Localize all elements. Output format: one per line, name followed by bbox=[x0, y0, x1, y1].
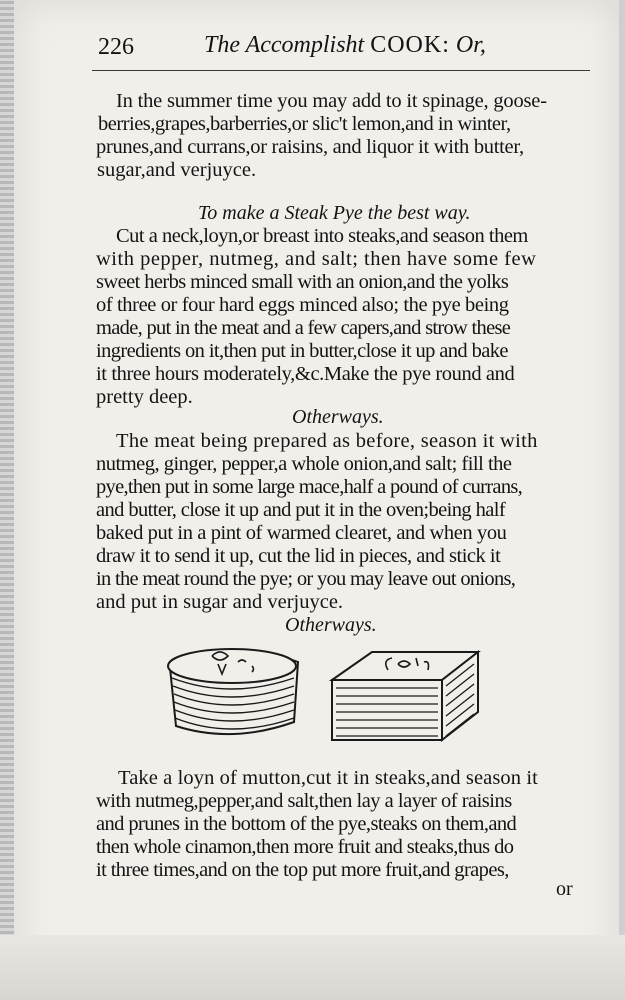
book-edge-bottom bbox=[0, 935, 625, 1000]
recipe-line: pretty deep. bbox=[96, 386, 193, 408]
otherways-line: The meat being prepared as before, season it with bbox=[116, 430, 538, 452]
otherways-heading: Otherways. bbox=[285, 614, 377, 636]
pie-illustrations bbox=[160, 640, 490, 750]
otherways-line: pye,then put in some large mace,half a pound of currans, bbox=[96, 476, 523, 498]
running-title-italic: The Accomplisht bbox=[204, 32, 365, 58]
otherways2-line: and prunes in the bottom of the pye,steaks on them,and bbox=[96, 813, 517, 835]
running-title-caps: COOK: bbox=[370, 32, 450, 58]
recipe-line: ingredients on it,then put in butter,close it up and bake bbox=[96, 340, 508, 362]
page-number: 226 bbox=[98, 34, 134, 60]
round-pie-illustration bbox=[168, 649, 298, 734]
recipe-line: with pepper, nutmeg, and salt; then have some few bbox=[96, 248, 537, 270]
running-title-after: Or, bbox=[455, 32, 486, 58]
otherways2-line: Take a loyn of mutton,cut it in steaks,and season it bbox=[118, 767, 538, 789]
recipe-heading: To make a Steak Pye the best way. bbox=[198, 202, 471, 224]
otherways-line: and put in sugar and verjuyce. bbox=[96, 591, 344, 613]
intro-line: prunes,and currans,or raisins, and liquor it with butter, bbox=[96, 136, 524, 158]
running-title bbox=[204, 32, 486, 59]
recipe-line: it three hours moderately,&c.Make the pye round and bbox=[96, 363, 515, 385]
intro-line: In the summer time you may add to it spinage, goose- bbox=[116, 90, 547, 112]
intro-line: sugar,and verjuyce. bbox=[97, 159, 257, 181]
recipe-line: made, put in the meat and a few capers,and strow these bbox=[96, 317, 511, 339]
recipe-line: sweet herbs minced small with an onion,and the yolks bbox=[96, 271, 509, 293]
otherways2-line: then whole cinamon,then more fruit and steaks,thus do bbox=[96, 836, 514, 858]
otherways-line: baked put in a pint of warmed clearet, and when you bbox=[96, 522, 507, 544]
recipe-line: Cut a neck,loyn,or breast into steaks,and season them bbox=[116, 225, 528, 247]
running-header bbox=[86, 30, 596, 70]
otherways-heading: Otherways. bbox=[292, 406, 384, 428]
recipe-line: of three or four hard eggs minced also; the pye being bbox=[96, 294, 509, 316]
header-rule bbox=[92, 70, 590, 71]
intro-line: berries,grapes,barberries,or slic't lemon,and in winter, bbox=[98, 113, 511, 135]
otherways-line: and butter, close it up and put it in the oven;being half bbox=[96, 499, 506, 521]
otherways-line: draw it to send it up, cut the lid in pieces, and stick it bbox=[96, 545, 501, 567]
otherways2-line: with nutmeg,pepper,and salt,then lay a layer of raisins bbox=[96, 790, 512, 812]
square-pie-illustration bbox=[332, 652, 478, 740]
otherways2-line: it three times,and on the top put more fruit,and grapes, bbox=[96, 859, 509, 881]
otherways-line: nutmeg, ginger, pepper,a whole onion,and salt; fill the bbox=[96, 453, 512, 475]
otherways-line: in the meat round the pye; or you may leave out onions, bbox=[96, 568, 516, 590]
catchword: or bbox=[556, 878, 573, 900]
book-edge-left bbox=[0, 0, 14, 1000]
